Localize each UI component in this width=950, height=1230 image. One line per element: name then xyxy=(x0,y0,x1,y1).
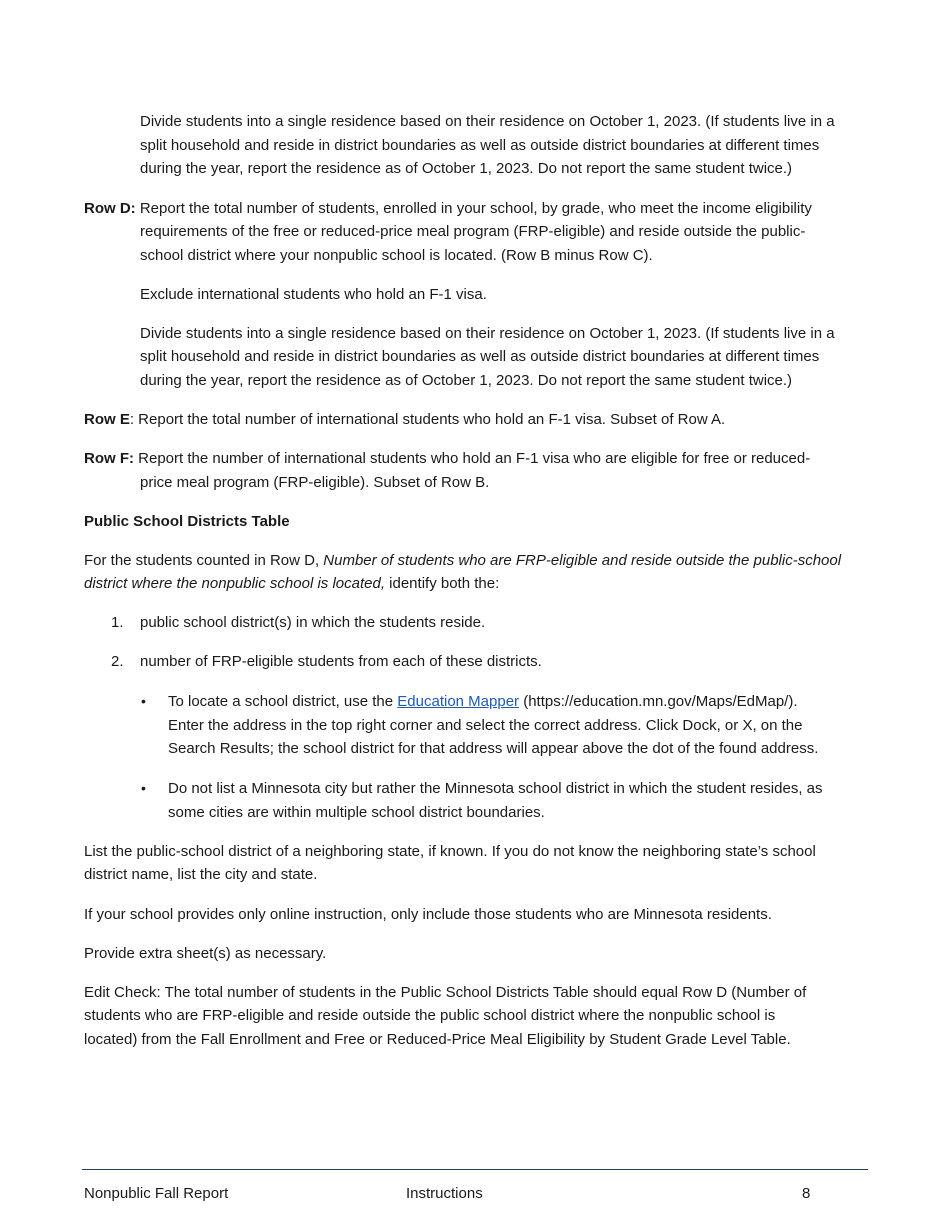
bullet-text: (https://education.mn.gov/Maps/EdMap/). xyxy=(519,693,798,710)
intro-text: For the students counted in Row D, xyxy=(84,552,324,569)
bullet-text: To locate a school district, use the xyxy=(168,693,398,710)
list-item: public school district(s) in which the students reside. xyxy=(140,614,486,631)
text-line: Enter the address in the top right corner and select the correct address. Click Dock, or X, on the xyxy=(168,717,803,734)
row-e-label: Row E xyxy=(84,411,130,428)
section-heading: Public School Districts Table xyxy=(84,513,290,530)
text-line: split household and reside in district boundaries as well as outside district boundaries at different times xyxy=(140,137,820,154)
text-line: some cities are within multiple school district boundaries. xyxy=(168,804,545,821)
footer-divider xyxy=(82,1169,868,1170)
text-line: Divide students into a single residence based on their residence on October 1, 2023. (If students live in a xyxy=(140,325,835,342)
online-instruction-paragraph: If your school provides only online instruction, only include those students who are Minnesota residents. xyxy=(84,906,772,923)
list-item: number of FRP-eligible students from each of these districts. xyxy=(140,653,542,670)
text-line: during the year, report the residence as of October 1, 2023. Do not report the same student twice.) xyxy=(140,372,793,389)
page-number: 8 xyxy=(802,1185,811,1202)
footer-report-name: Nonpublic Fall Report xyxy=(84,1185,229,1202)
row-e-text: : Report the total number of international students who hold an F-1 visa. Subset of Row A. xyxy=(129,411,726,428)
extra-sheets-paragraph: Provide extra sheet(s) as necessary. xyxy=(84,945,327,962)
list-number: 2. xyxy=(111,653,124,670)
text-line: Divide students into a single residence based on their residence on October 1, 2023. (If students live in a xyxy=(140,113,835,130)
row-f-label: Row F: xyxy=(84,450,134,467)
text-line xyxy=(84,447,810,471)
intro-italic: district where the nonpublic school is located, xyxy=(84,575,385,592)
text-line: located) from the Fall Enrollment and Free or Reduced-Price Meal Eligibility by Student Grade Level Table. xyxy=(84,1031,791,1048)
exclude-f1-paragraph: Exclude international students who hold an F-1 visa. xyxy=(140,286,487,303)
row-f-text: Report the number of international students who hold an F-1 visa who are eligible for free or reduced- xyxy=(134,450,811,467)
text-line: Do not list a Minnesota city but rather the Minnesota school district in which the student resides, as xyxy=(168,780,823,797)
text-line: requirements of the free or reduced-price meal program (FRP-eligible) and reside outside the public- xyxy=(140,223,806,240)
text-line xyxy=(84,572,499,596)
intro-text: identify both the: xyxy=(385,575,500,592)
text-line: school district where your nonpublic school is located. (Row B minus Row C). xyxy=(140,247,653,264)
text-line xyxy=(84,549,841,573)
text-line xyxy=(168,690,798,714)
text-line: district name, list the city and state. xyxy=(84,866,318,883)
bullet-icon: • xyxy=(141,693,146,709)
row-d-label: Row D: xyxy=(84,200,136,217)
text-line: during the year, report the residence as of October 1, 2023. Do not report the same student twice.) xyxy=(140,160,793,177)
text-line: Search Results; the school district for that address will appear above the dot of the found address. xyxy=(168,740,819,757)
text-line: students who are FRP-eligible and reside outside the public school district where the nonpublic school is xyxy=(84,1007,776,1024)
text-line: Edit Check: The total number of students in the Public School Districts Table should equal Row D (Number of xyxy=(84,984,807,1001)
footer-section-name: Instructions xyxy=(406,1185,483,1202)
text-line: List the public-school district of a neighboring state, if known. If you do not know the neighboring state’s school xyxy=(84,843,816,860)
bullet-icon: • xyxy=(141,780,146,796)
row-e-paragraph xyxy=(84,408,725,432)
text-line: split household and reside in district boundaries as well as outside district boundaries at different times xyxy=(140,348,820,365)
education-mapper-link[interactable]: Education Mapper xyxy=(397,693,520,710)
intro-italic: Number of students who are FRP-eligible and reside outside the public-school xyxy=(323,552,842,569)
list-number: 1. xyxy=(111,614,124,631)
text-line: price meal program (FRP-eligible). Subset of Row B. xyxy=(140,474,490,491)
row-d-text: Report the total number of students, enrolled in your school, by grade, who meet the income eligibility xyxy=(135,200,812,217)
text-line xyxy=(84,197,812,221)
